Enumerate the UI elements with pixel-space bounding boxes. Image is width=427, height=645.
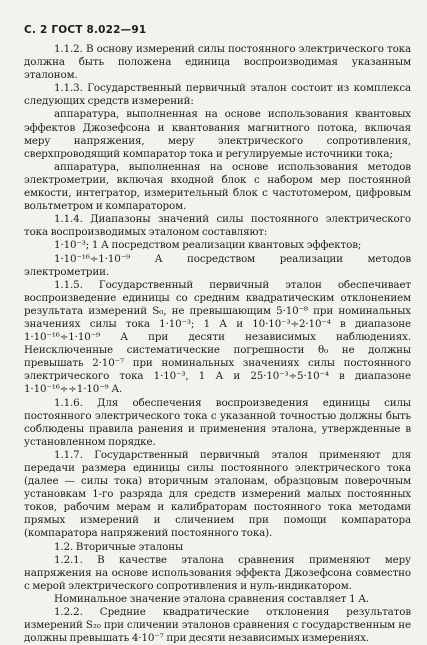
paragraph-1-1-5: 1.1.5. Государственный первичный эталон обеспечивает воспроизведение единицы со средним квадратическим отклонением результата измерений S₀, не превышающим 5·10⁻⁸ при номинальных значениях силы тока 1·10⁻³; 1 А и 10·10⁻³÷2·10⁻⁴ в диапазоне 1·10⁻¹⁶÷1·10⁻⁹ А при десяти независимых наблюдениях. Неисключенные систематические погрешности θ₀ не должны превышать 2·10⁻⁷ при номинальных значениях силы постоянного электрического тока 1·10⁻³, 1 А и 25·10⁻³÷5·10⁻⁴ в диапазоне 1·10⁻¹⁶÷÷1·10⁻⁹ А. [24,278,411,396]
page-number: С. 2 [24,24,48,36]
paragraph-quantum-apparatus: аппаратура, выполненная на основе использования квантовых эффектов Джозефсона и квантования магнитного потока, включая меру напряжения, меру электрического сопротивления, сверхпроводящий компаратор тока и регулируемые источники тока; [24,108,411,160]
paragraph-range-electrometry: 1·10⁻¹⁶÷1·10⁻⁹ А посредством реализации методов электрометрии. [24,252,411,278]
paragraph-1-1-6: 1.1.6. Для обеспечения воспроизведения единицы силы постоянного электрического тока с указанной точностью должны быть соблюдены правила ранения и применения эталона, утвержденные в установленном порядке. [24,396,411,448]
paragraph-1-2-1: 1.2.1. В качестве эталона сравнения применяют меру напряжения на основе использования эффекта Джозефсона совместно с мерой электрического сопротивления и нуль-индикатором. [24,553,411,592]
paragraph-range-quantum: 1·10⁻³; 1 А посредством реализации квантовых эффектов; [54,239,362,252]
paragraph-1-1-4: 1.1.4. Диапазоны значений силы постоянного электрического тока воспроизводимых эталоном составляют: [24,213,411,239]
paragraph-electrometry-apparatus: аппаратура, выполненная на основе использования методов электрометрии, включая входной блок с набором мер постоянной емкости, интегратор, измерительный блок с частотомером, цифровым вольтметром и компаратором. [24,160,411,213]
page-header [24,24,411,36]
paragraph-1-2-2: 1.2.2. Средние квадратические отклонения результатов измерений S₂₀ при сличении эталонов сравнения с государственным не должны превышать 4·10⁻⁷ при десяти независимых измерениях. [24,606,411,645]
standard-code: ГОСТ 8.022—91 [51,24,147,36]
paragraph-1-1-3: 1.1.3. Государственный первичный эталон состоит из комплекса следующих средств измерений: [24,82,411,108]
paragraph-nominal-value: Номинальное значение эталона сравнения составляет 1 А. [54,592,370,605]
paragraph-1-1-2: 1.1.2. В основу измерений силы постоянного электрического тока должна быть положена единица воспроизводимая указанным эталоном. [24,43,411,82]
paragraph-1-1-7: 1.1.7. Государственный первичный эталон применяют для передачи размера единицы силы постоянного электрического тока (далее — силы тока) вторичным эталонам, образцовым поверочным установкам 1-го разряда для средств измерений малых постоянных токов, рабочим мерам и калибраторам постоянного тока методами прямых измерений и сличением при помощи компаратора (компаратора напряжений постоянного тока). [24,448,411,540]
section-heading-1-2: 1.2. Вторичные эталоны [54,540,184,553]
